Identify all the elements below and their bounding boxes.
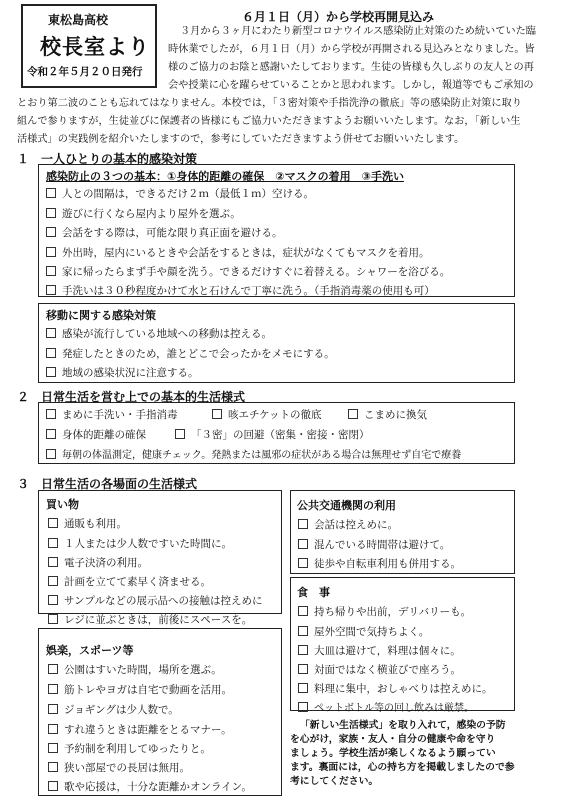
closing-line-1: 「新しい生活様式」を取り入れて，感染の予防 <box>300 720 506 731</box>
basic-measures-title: 感染防止の３つの基本：①身体的距離の確保 ②マスクの着用 ③手洗い <box>46 170 404 183</box>
list-item: 持ち帰りや出前，デリバリーも。 <box>298 604 471 619</box>
checkbox-icon <box>48 781 58 791</box>
checkbox-icon <box>298 645 308 655</box>
meal-title: 食 事 <box>297 586 330 599</box>
checkbox-icon <box>46 266 56 276</box>
checkbox-icon <box>46 367 56 377</box>
shopping-title: 買い物 <box>46 498 79 511</box>
checkbox-icon <box>298 702 308 712</box>
intro-line-3: 様のご協力のお陰と感謝いたしております。生徒の皆様も久しぶりの友人との再 <box>168 62 534 73</box>
list-item: すれ違うときは距離をとるマナー。 <box>48 722 232 737</box>
section2-heading: ２ 日常生活を営む上での基本的生活様式 <box>17 390 246 404</box>
leisure-title: 娯楽，スポーツ等 <box>46 644 134 657</box>
intro-line-1: ３月から３ヶ月にわたり新型コロナウイルス感染防止対策のため続いていた臨 <box>180 26 536 37</box>
checkbox-icon <box>298 683 308 693</box>
checkbox-icon <box>46 247 56 257</box>
checkbox-icon <box>46 285 56 295</box>
list-item: 外出時，屋内にいるときや会話をするときは，症状がなくてもマスクを着用。 <box>46 245 430 260</box>
closing-line-4: ます。裏面には，心の持ち方を掲載しましたので参 <box>290 762 515 773</box>
list-item: 屋外空間で気持ちよく。 <box>298 624 429 639</box>
checkbox-icon <box>298 558 308 568</box>
closing-line-3: ましょう。学校生活が楽しくなるよう願ってい <box>290 748 496 759</box>
list-item: 計画を立てて素早く済ませる。 <box>48 574 211 589</box>
transport-title: 公共交通機関の利用 <box>297 499 396 512</box>
checkbox-icon <box>46 348 56 358</box>
list-item: 通販も利用。 <box>48 516 127 531</box>
checkbox-icon <box>48 557 58 567</box>
section3-heading: ３ 日常生活の各場面の生活様式 <box>17 477 198 491</box>
closing-line-5: 考にしてください。 <box>290 776 379 787</box>
checkbox-icon <box>48 724 58 734</box>
list-item: 会話は控えめに。 <box>298 517 398 532</box>
list-item: 公園はすいた時間，場所を選ぶ。 <box>48 662 222 677</box>
checkbox-icon <box>175 429 185 439</box>
checkbox-icon <box>48 576 58 586</box>
list-item: 大皿は避けて，料理は個々に。 <box>298 643 461 658</box>
list-item: 歌や応援は，十分な距離かオンライン。 <box>48 779 252 794</box>
list-item: 料理に集中，おしゃべりは控えめに。 <box>298 681 493 696</box>
issue-date: 令和２年５月２０日発行 <box>27 66 143 78</box>
headline: ６月１日（月）から学校再開見込み <box>242 10 435 24</box>
list-item: 手洗いは３０秒程度かけて水と石けんで丁寧に洗う。（手指消毒薬の使用も可） <box>46 283 435 298</box>
checkbox-icon <box>48 762 58 772</box>
list-item: 遊びに行くなら屋内より屋外を選ぶ。 <box>46 206 241 221</box>
list-item: 家に帰ったらまず手や顔を洗う。できるだけすぐに着替える。シャワーを浴びる。 <box>46 264 450 279</box>
checkbox-icon <box>348 409 358 419</box>
list-item: 発症したときのため，誰とどこで会ったかをメモにする。 <box>46 346 335 361</box>
checkbox-icon <box>48 704 58 714</box>
checkbox-icon <box>48 595 58 605</box>
list-item: 人との間隔は，できるだけ２ｍ（最低１ｍ）空ける。 <box>46 186 314 201</box>
list-item: ジョギングは少人数で。 <box>48 702 179 717</box>
section1-heading: １ 一人ひとりの基本的感染対策 <box>17 152 198 166</box>
checkbox-icon <box>298 539 308 549</box>
checkbox-icon <box>46 429 56 439</box>
list-item: 身体的距離の確保 <box>46 427 146 442</box>
checkbox-icon <box>46 449 56 459</box>
intro-line-7: 活様式」の実践例を紹介いたしますので，参考にしていただきますよう併せてお願いいたします。 <box>17 134 465 145</box>
list-item: 混んでいる時間帯は避けて。 <box>298 537 450 552</box>
list-item: 毎朝の体温測定，健康チェック。発熱または風邪の症状がある場合は無理せず自宅で療養 <box>46 446 461 461</box>
checkbox-icon <box>48 684 58 694</box>
checkbox-icon <box>46 227 56 237</box>
school-name: 東松島高校 <box>48 13 109 27</box>
intro-line-4: 会や授業に心を躍らせていることかと思われます。しかし，報道等でもご承知の <box>168 80 534 91</box>
list-item: まめに手洗い・手指消毒 <box>46 407 178 422</box>
checkbox-icon <box>298 626 308 636</box>
intro-line-5: とおり第二波のことも忘れてはなりません。本校では，「３密対策や手指洗浄の徹底」等の感染防止対策に取り <box>17 98 522 109</box>
checkbox-icon <box>298 519 308 529</box>
list-item: こまめに換気 <box>348 407 427 422</box>
list-item: サンプルなどの展示品への接触は控えめに <box>48 593 263 608</box>
intro-line-2: 時休業でしたが，６月１日（月）から学校が再開される見込みとなりました。皆 <box>168 44 535 55</box>
checkbox-icon <box>298 664 308 674</box>
list-item: 電子決済の利用。 <box>48 555 148 570</box>
list-item: 咳エチケットの徹底 <box>212 407 322 422</box>
list-item: 感染が流行している地域への移動は控える。 <box>46 326 272 341</box>
checkbox-icon <box>298 606 308 616</box>
checkbox-icon <box>46 188 56 198</box>
travel-measures-title: 移動に関する感染対策 <box>46 309 156 322</box>
list-item: １人または少人数ですいた時間に。 <box>48 536 232 551</box>
checkbox-icon <box>48 538 58 548</box>
closing-line-2: を心がけ，家族・友人・自分の健康や命を守り <box>290 734 496 745</box>
list-item: ペットボトル等の回し飲みは厳禁。 <box>298 699 474 714</box>
list-item: レジに並ぶときは，前後にスペースを。 <box>48 612 252 627</box>
list-item: 「３密」の回避（密集・密接・密閉） <box>175 427 370 442</box>
checkbox-icon <box>48 664 58 674</box>
checkbox-icon <box>46 409 56 419</box>
newsletter-title: 校長室より <box>40 35 150 59</box>
checkbox-icon <box>48 518 58 528</box>
checkbox-icon <box>48 614 58 624</box>
list-item: 徒歩や自転車利用も併用する。 <box>298 556 461 571</box>
list-item: 予約制を利用してゆったりと。 <box>48 741 211 756</box>
checkbox-icon <box>212 409 222 419</box>
list-item: 狭い部屋での長居は無用。 <box>48 760 190 775</box>
list-item: 会話をする際は，可能な限り真正面を避ける。 <box>46 225 283 240</box>
list-item: 筋トレやヨガは自宅で動画を活用。 <box>48 682 232 697</box>
checkbox-icon <box>48 743 58 753</box>
checkbox-icon <box>46 328 56 338</box>
checkbox-icon <box>46 208 56 218</box>
list-item: 地域の感染状況に注意する。 <box>46 365 199 380</box>
intro-line-6: 組んで参りますが，生徒並びに保護者の皆様にもご協力いただきますようお願いいたします。なお，「新しい生 <box>17 116 521 127</box>
list-item: 対面ではなく横並びで座ろう。 <box>298 662 461 677</box>
